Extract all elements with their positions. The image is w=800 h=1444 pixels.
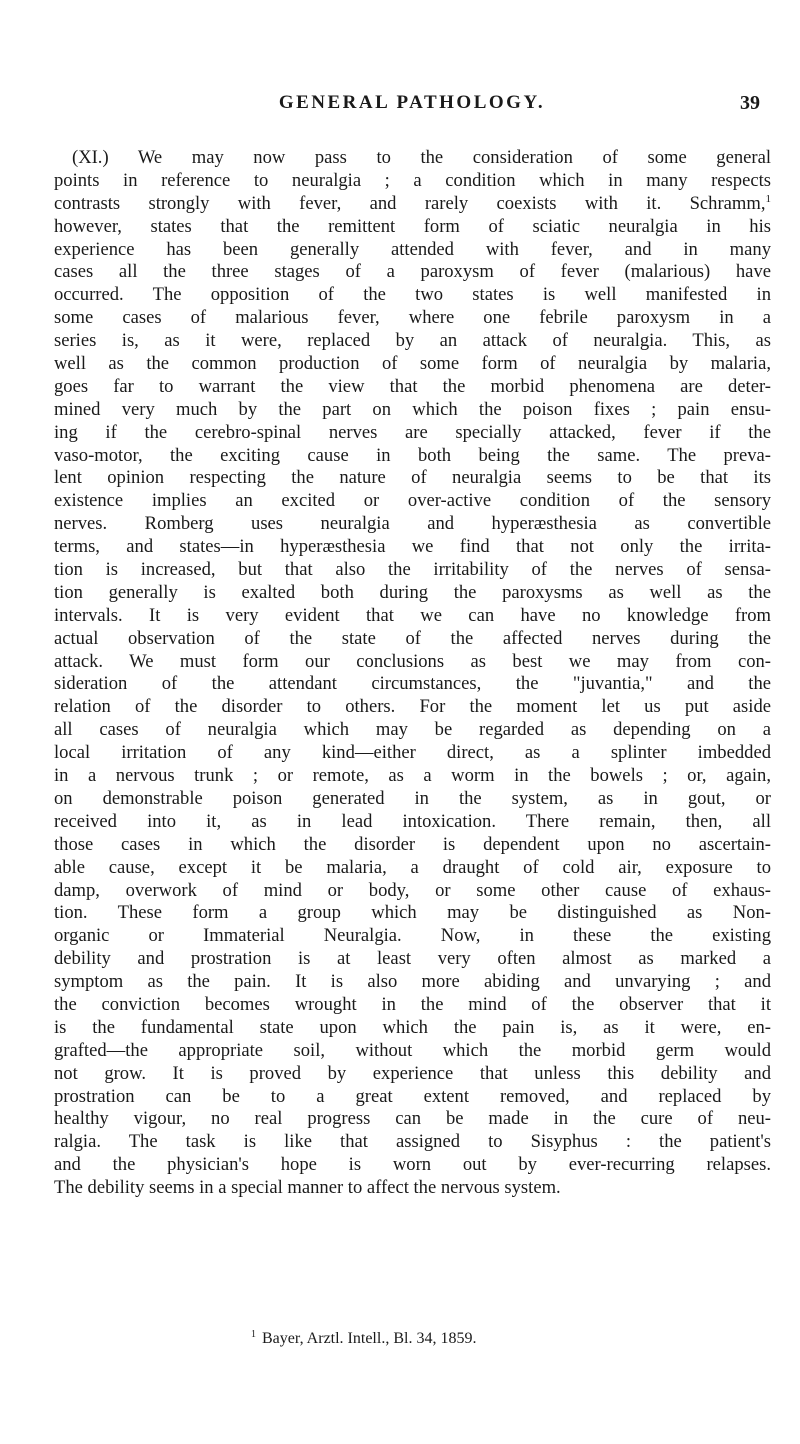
- text-line: some cases of malarious fever, where one febrile paroxysm in a: [54, 307, 771, 329]
- text-line: experience has been generally attended with fever, and in many: [54, 238, 771, 260]
- text-line: existence implies an excited or over-active condition of the sensory: [54, 490, 771, 512]
- text-line: mined very much by the part on which the poison fixes ; pain ensu-: [54, 398, 771, 420]
- footnote-text: Bayer, Arztl. Intell., Bl. 34, 1859.: [262, 1330, 477, 1347]
- text-line: on demonstrable poison generated in the system, as in gout, or: [54, 787, 771, 809]
- footnote: [251, 1329, 476, 1349]
- running-head: [56, 92, 768, 120]
- text-line: well as the common production of some form of neuralgia by malaria,: [54, 353, 771, 375]
- text-line: cases all the three stages of a paroxysm of fever (malarious) have: [54, 261, 771, 283]
- text-line: received into it, as in lead intoxication. There remain, then, all: [54, 810, 771, 832]
- text-line: damp, overwork of mind or body, or some other cause of exhaus-: [54, 879, 771, 901]
- body-paragraph: [54, 147, 771, 1200]
- text-line: points in reference to neuralgia ; a condition which in many respects: [54, 169, 771, 191]
- text-line: vaso-motor, the exciting cause in both being the same. The preva-: [54, 444, 771, 466]
- text-line: tion generally is exalted both during the paroxysms as well as the: [54, 581, 771, 603]
- text-line: not grow. It is proved by experience that unless this debility and: [54, 1062, 771, 1084]
- text-line: those cases in which the disorder is dependent upon no ascertain-: [54, 833, 771, 855]
- text-line: sideration of the attendant circumstances, the "juvantia," and the: [54, 673, 771, 695]
- text-line: series is, as it were, replaced by an attack of neuralgia. This, as: [54, 330, 771, 352]
- footnote-number: 1: [251, 1328, 256, 1340]
- text-line: goes far to warrant the view that the morbid phenomena are deter-: [54, 375, 771, 397]
- text-line: in a nervous trunk ; or remote, as a worm in the bowels ; or, again,: [54, 765, 771, 787]
- running-title: GENERAL PATHOLOGY.: [278, 92, 546, 113]
- text-line: actual observation of the state of the affected nerves during the: [54, 627, 771, 649]
- text-line: healthy vigour, no real progress can be made in the cure of neu-: [54, 1108, 771, 1130]
- text-line: occurred. The opposition of the two states is well manifested in: [54, 284, 771, 306]
- text-line: grafted—the appropriate soil, without which the morbid germ would: [54, 1039, 771, 1061]
- text-line: tion is increased, but that also the irritability of the nerves of sensa-: [54, 559, 771, 581]
- text-line: debility and prostration is at least very often almost as marked a: [54, 948, 771, 970]
- text-line: the conviction becomes wrought in the mind of the observer that it: [54, 993, 771, 1015]
- text-line: is the fundamental state upon which the pain is, as it were, en-: [54, 1016, 771, 1038]
- text-line: intervals. It is very evident that we can have no knowledge from: [54, 604, 771, 626]
- text-line: organic or Immaterial Neuralgia. Now, in these the existing: [54, 925, 771, 947]
- text-line: attack. We must form our conclusions as best we may from con-: [54, 650, 771, 672]
- text-line: however, states that the remittent form of sciatic neuralgia in his: [54, 215, 771, 237]
- text-line: tion. These form a group which may be distinguished as Non-: [54, 902, 771, 924]
- text-line: symptom as the pain. It is also more abiding and unvarying ; and: [54, 971, 771, 993]
- text-line: lent opinion respecting the nature of neuralgia seems to be that its: [54, 467, 771, 489]
- text-line: ralgia. The task is like that assigned to Sisyphus : the patient's: [54, 1131, 771, 1153]
- text-line: The debility seems in a special manner to affect the nervous system.: [54, 1177, 561, 1199]
- text-line: nerves. Romberg uses neuralgia and hyperæsthesia as convertible: [54, 513, 771, 535]
- text-line: contrasts strongly with fever, and rarely coexists with it. Schramm,$^1$: [54, 192, 771, 214]
- page-number: 39: [740, 92, 760, 114]
- footnote-marker: 1: [765, 192, 771, 205]
- text-line: relation of the disorder to others. For the moment let us put aside: [54, 696, 771, 718]
- text-line: able cause, except it be malaria, a draught of cold air, exposure to: [54, 856, 771, 878]
- text-line: terms, and states—in hyperæsthesia we find that not only the irrita-: [54, 536, 771, 558]
- text-line: and the physician's hope is worn out by ever-recurring relapses.: [54, 1154, 771, 1176]
- text-line: all cases of neuralgia which may be regarded as depending on a: [54, 719, 771, 741]
- text-line: (XI.) We may now pass to the consideration of some general: [72, 147, 771, 168]
- text-line: ing if the cerebro-spinal nerves are specially attacked, fever if the: [54, 421, 771, 443]
- text-line: local irritation of any kind—either direct, as a splinter imbedded: [54, 742, 771, 764]
- text-line: prostration can be to a great extent removed, and replaced by: [54, 1085, 771, 1107]
